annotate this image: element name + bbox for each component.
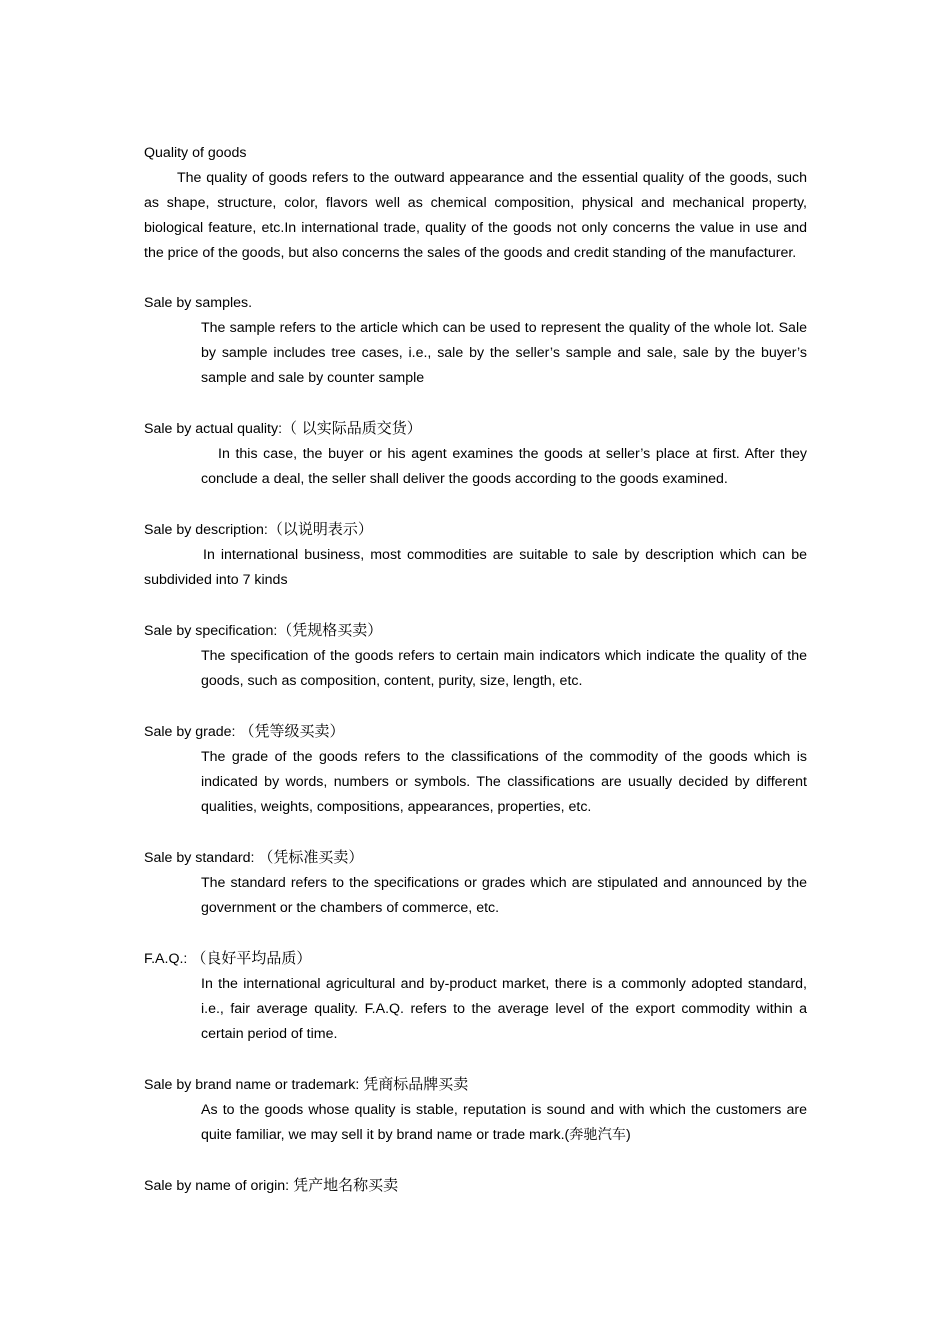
section-body-sale-by-actual-quality: In this case, the buyer or his agent examines the goods at seller’s place at first. After they conclude a deal, the seller shall deliver the goods according to the goods examined.: [201, 446, 807, 487]
section-heading-quality-of-goods: [144, 141, 807, 166]
heading-chinese-text: （凭标准买卖）: [258, 848, 364, 866]
section-heading-sale-by-actual-quality: [144, 416, 807, 442]
heading-chinese-text: （凭规格买卖）: [277, 621, 383, 639]
spacer: [144, 391, 807, 416]
spacer: [144, 593, 807, 618]
section-heading-sale-by-grade: [144, 719, 807, 745]
spacer: [144, 694, 807, 719]
heading-text: Quality of goods: [144, 145, 247, 161]
heading-text: F.A.Q.:: [144, 951, 188, 967]
heading-chinese-text: （以说明表示）: [267, 520, 373, 538]
heading-chinese-text: 凭商标品牌买卖: [363, 1075, 469, 1093]
section-heading-sale-by-samples: [144, 291, 807, 316]
heading-chinese-text: 凭产地名称买卖: [293, 1176, 399, 1194]
heading-text: Sale by samples.: [144, 295, 253, 311]
section-body-sale-by-description: In international business, most commodities are suitable to sale by description which can be subdivided into 7 kinds: [144, 547, 807, 588]
heading-text: Sale by brand name or trademark:: [144, 1077, 360, 1093]
section-body-quality-of-goods: The quality of goods refers to the outward appearance and the essential quality of the goods, such as shape, structure, color, flavors well as chemical composition, physical and mechanical property, biological feature, etc.In international trade, quality of the goods not only concerns the value in use and the price of the goods, but also concerns the sales of the goods and credit standing of the manufacturer.: [144, 170, 807, 261]
section-body-sale-by-samples: The sample refers to the article which can be used to represent the quality of the whole lot. Sale by sample includes tree cases, i.e., sale by the seller’s sample and sale, sale by the buyer’s sample and sale by counter sample: [201, 320, 807, 386]
section-heading-sale-by-name-of-origin: [144, 1173, 807, 1199]
heading-text: Sale by grade:: [144, 724, 236, 740]
spacer: [144, 820, 807, 845]
heading-chinese-text: （ 以实际品质交货）: [282, 419, 422, 437]
section-body-sale-by-brand-name: As to the goods whose quality is stable, reputation is sound and with which the customers are quite familiar, we may sell it by brand name or trade mark.(奔驰汽车): [201, 1102, 807, 1143]
section-heading-sale-by-specification: [144, 618, 807, 644]
heading-text: Sale by actual quality:: [144, 421, 283, 437]
section-body-faq: In the international agricultural and by-product market, there is a commonly adopted standard, i.e., fair average quality. F.A.Q. refers to the average level of the export commodity within a certain period of time.: [201, 976, 807, 1042]
section-heading-sale-by-standard: [144, 845, 807, 871]
section-body-sale-by-specification: The specification of the goods refers to certain main indicators which indicate the quality of the goods, such as composition, content, purity, size, length, etc.: [201, 648, 807, 689]
heading-text: Sale by standard:: [144, 850, 255, 866]
document-content: [144, 141, 807, 1199]
heading-text: Sale by specification:: [144, 623, 278, 639]
section-heading-sale-by-description: [144, 517, 807, 543]
section-heading-sale-by-brand-name: [144, 1072, 807, 1098]
spacer: [144, 1148, 807, 1173]
spacer: [144, 492, 807, 517]
spacer: [144, 1047, 807, 1072]
heading-text: Sale by description:: [144, 522, 268, 538]
spacer: [144, 921, 807, 946]
heading-chinese-text: （良好平均品质）: [191, 949, 312, 967]
heading-chinese-text: （凭等级买卖）: [239, 722, 345, 740]
section-body-sale-by-standard: The standard refers to the specifications or grades which are stipulated and announced by the government or the chambers of commerce, etc.: [201, 875, 807, 916]
heading-text: Sale by name of origin:: [144, 1178, 290, 1194]
spacer: [144, 266, 807, 291]
section-heading-faq: [144, 946, 807, 972]
section-body-sale-by-grade: The grade of the goods refers to the classifications of the commodity of the goods which is indicated by words, numbers or symbols. The classifications are usually decided by different qualities, weights, compositions, appearances, properties, etc.: [201, 749, 807, 815]
